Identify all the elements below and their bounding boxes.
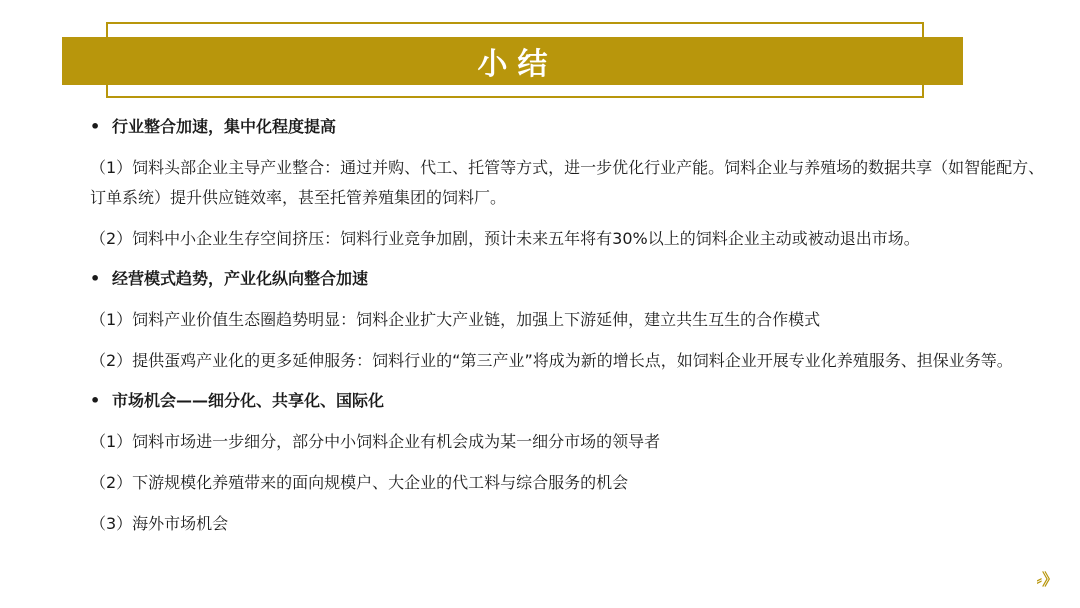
section-heading: [90, 265, 1045, 293]
bullet-icon: •: [90, 117, 101, 136]
section-heading: [90, 113, 1045, 141]
list-item: （1）饲料头部企业主导产业整合：通过并购、代工、托管等方式，进一步优化行业产能。饲料企业与养殖场的数据共享（如智能配方、订单系统）提升供应链效率，甚至托管养殖集团的饲料厂。: [90, 158, 1045, 207]
corner-logo-mark: ⸗》: [1036, 570, 1058, 589]
section-heading-text: 行业整合加速，集中化程度提高: [112, 117, 337, 136]
bullet-icon: •: [90, 391, 101, 410]
section-heading: [90, 387, 1045, 415]
list-item: （3）海外市场机会: [90, 514, 229, 533]
list-item: （2）下游规模化养殖带来的面向规模户、大企业的代工料与综合服务的机会: [90, 473, 629, 492]
title-bar: [62, 37, 963, 85]
bullet-icon: •: [90, 269, 101, 288]
section-heading-text: 市场机会——细分化、共享化、国际化: [112, 391, 385, 410]
content-area: [90, 113, 1045, 550]
section-heading-text: 经营模式趋势，产业化纵向整合加速: [112, 269, 369, 288]
list-item: （2）饲料中小企业生存空间挤压：饲料行业竞争加剧，预计未来五年将有30%以上的饲料企业主动或被动退出市场。: [90, 229, 920, 248]
list-item: （1）饲料产业价值生态圈趋势明显：饲料企业扩大产业链，加强上下游延伸，建立共生互生的合作模式: [90, 310, 821, 329]
list-item: （2）提供蛋鸡产业化的更多延伸服务：饲料行业的“第三产业”将成为新的增长点，如饲料企业开展专业化养殖服务、担保业务等。: [90, 351, 1013, 370]
slide-title: 小结: [477, 47, 558, 82]
list-item: （1）饲料市场进一步细分，部分中小饲料企业有机会成为某一细分市场的领导者: [90, 432, 661, 451]
